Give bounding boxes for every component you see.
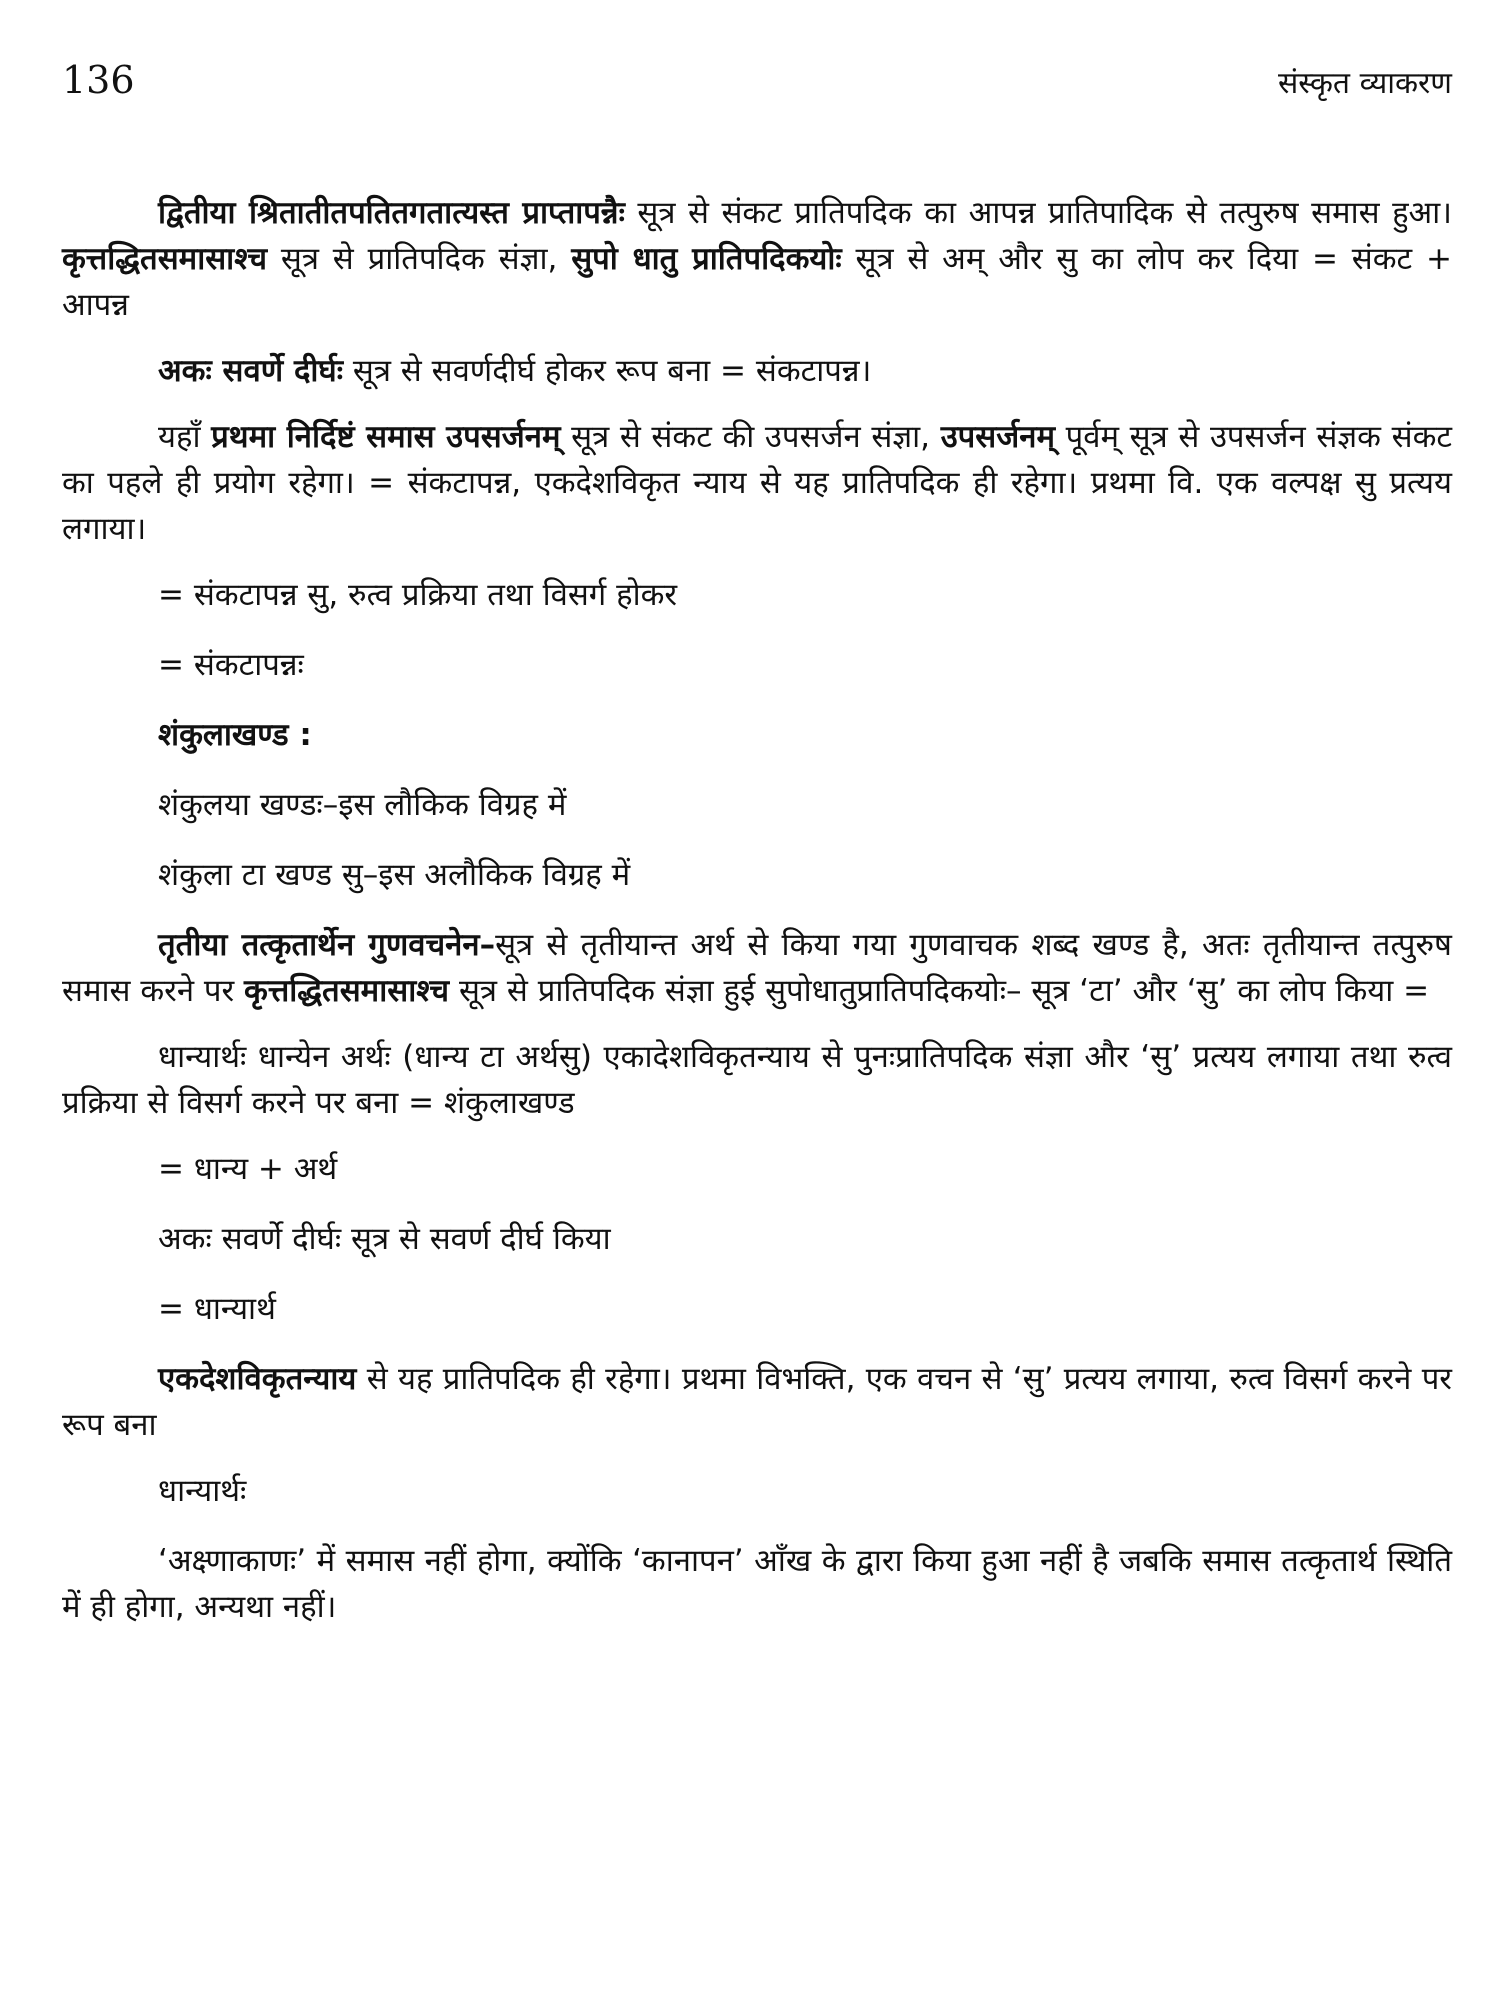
sutra-bold: उपसर्जनम्: [940, 419, 1055, 455]
body-text: सूत्र से संकट की उपसर्जन संज्ञा,: [560, 419, 941, 455]
running-title: संस्कृत व्याकरण: [1277, 66, 1452, 101]
derivation-line: = धान्य + अर्थ: [158, 1151, 338, 1187]
page-number: 136: [62, 58, 135, 102]
page-header: [62, 58, 1452, 128]
paragraph-3: [62, 414, 1452, 552]
body-text: पूर्वम् सूत्र से उपसर्जन संज्ञक संकट का पहले ही प्रयोग रहेगा। = संकटापन्न, एकदेशविकृत न्याय से यह प्रातिपदिक ही रहेगा। प्रथमा वि. एक वल्पक्ष सु प्रत्यय लगाया।: [62, 419, 1453, 547]
sutra-bold: कृत्तद्धितसमासाश्च: [244, 973, 450, 1009]
paragraph-6: [62, 1356, 1452, 1448]
sutra-bold: द्वितीया श्रितातीतपतितगतात्यस्त प्राप्तापन्नैः: [158, 195, 625, 231]
derivation-line: = संकटापन्नः: [158, 647, 304, 683]
body-text: यहाँ: [158, 419, 212, 455]
paragraph-2: [62, 348, 1452, 394]
body-text: सूत्र से संकट प्रातिपदिक का आपन्न प्रातिपादिक से तत्पुरुष समास हुआ।: [624, 195, 1452, 231]
vigraha-line: शंकुला टा खण्ड सु–इस अलौकिक विग्रह में: [158, 857, 631, 893]
sutra-bold: अकः सवर्णे दीर्घः: [158, 353, 344, 389]
derivation-line: = संकटापन्न सु, रुत्व प्रक्रिया तथा विसर्ग होकर: [158, 577, 678, 613]
derivation-line: धान्यार्थः: [158, 1473, 247, 1509]
sutra-bold: तृतीया तत्कृतार्थेन गुणवचनेन–: [158, 927, 496, 963]
paragraph-4: [62, 922, 1452, 1014]
page-content: [62, 190, 1452, 1630]
body-text: सूत्र से तृतीयान्त अर्थ से किया गया गुणवाचक शब्द खण्ड है, अतः तृतीयान्त तत्पुरुष समास करने पर: [62, 927, 1452, 1009]
section-heading-text: शंकुलाखण्ड :: [158, 717, 312, 753]
paragraph-5: धान्यार्थः धान्येन अर्थः (धान्य टा अर्थसु) एकादेशविकृतन्याय से पुनःप्रातिपदिक संज्ञा और ‘सु’ प्रत्यय लगाया तथा रुत्व प्रक्रिया से विसर्ग करने पर बना = शंकुलाखण्ड: [62, 1039, 1452, 1121]
body-text: सूत्र से अम् और सु का लोप कर दिया = संकट + आपन्न: [62, 241, 1452, 323]
body-text: सूत्र से प्रातिपदिक संज्ञा हुई सुपोधातुप्रातिपदिकयोः– सूत्र ‘टा’ और ‘सु’ का लोप किया =: [449, 973, 1430, 1009]
body-text: सूत्र से प्रातिपदिक संज्ञा,: [267, 241, 572, 277]
sutra-bold: प्रथमा निर्दिष्टं समास उपसर्जनम्: [211, 419, 561, 455]
derivation-line: अकः सवर्णे दीर्घः सूत्र से सवर्ण दीर्घ किया: [158, 1221, 611, 1257]
body-text: से यह प्रातिपदिक ही रहेगा। प्रथमा विभक्ति, एक वचन से ‘सु’ प्रत्यय लगाया, रुत्व विसर्ग करने पर रूप बना: [62, 1361, 1452, 1443]
vigraha-line: शंकुलया खण्डः–इस लौकिक विग्रह में: [158, 787, 567, 823]
paragraph-7: ‘अक्ष्णाकाणः’ में समास नहीं होगा, क्योंकि ‘कानापन’ आँख के द्वारा किया हुआ नहीं है जबकि समास तत्कृतार्थ स्थिति में ही होगा, अन्यथा नहीं।: [62, 1543, 1452, 1625]
body-text: सूत्र से सवर्णदीर्घ होकर रूप बना = संकटापन्न।: [343, 353, 872, 389]
sutra-bold: सुपो धातु प्रातिपदिकयोः: [571, 241, 842, 277]
paragraph-1: [62, 190, 1452, 328]
sutra-bold: एकदेशविकृतन्याय: [158, 1361, 357, 1397]
section-heading: [62, 712, 1452, 758]
sutra-bold: कृत्तद्धितसमासाश्च: [62, 241, 268, 277]
derivation-line: = धान्यार्थ: [158, 1291, 276, 1327]
